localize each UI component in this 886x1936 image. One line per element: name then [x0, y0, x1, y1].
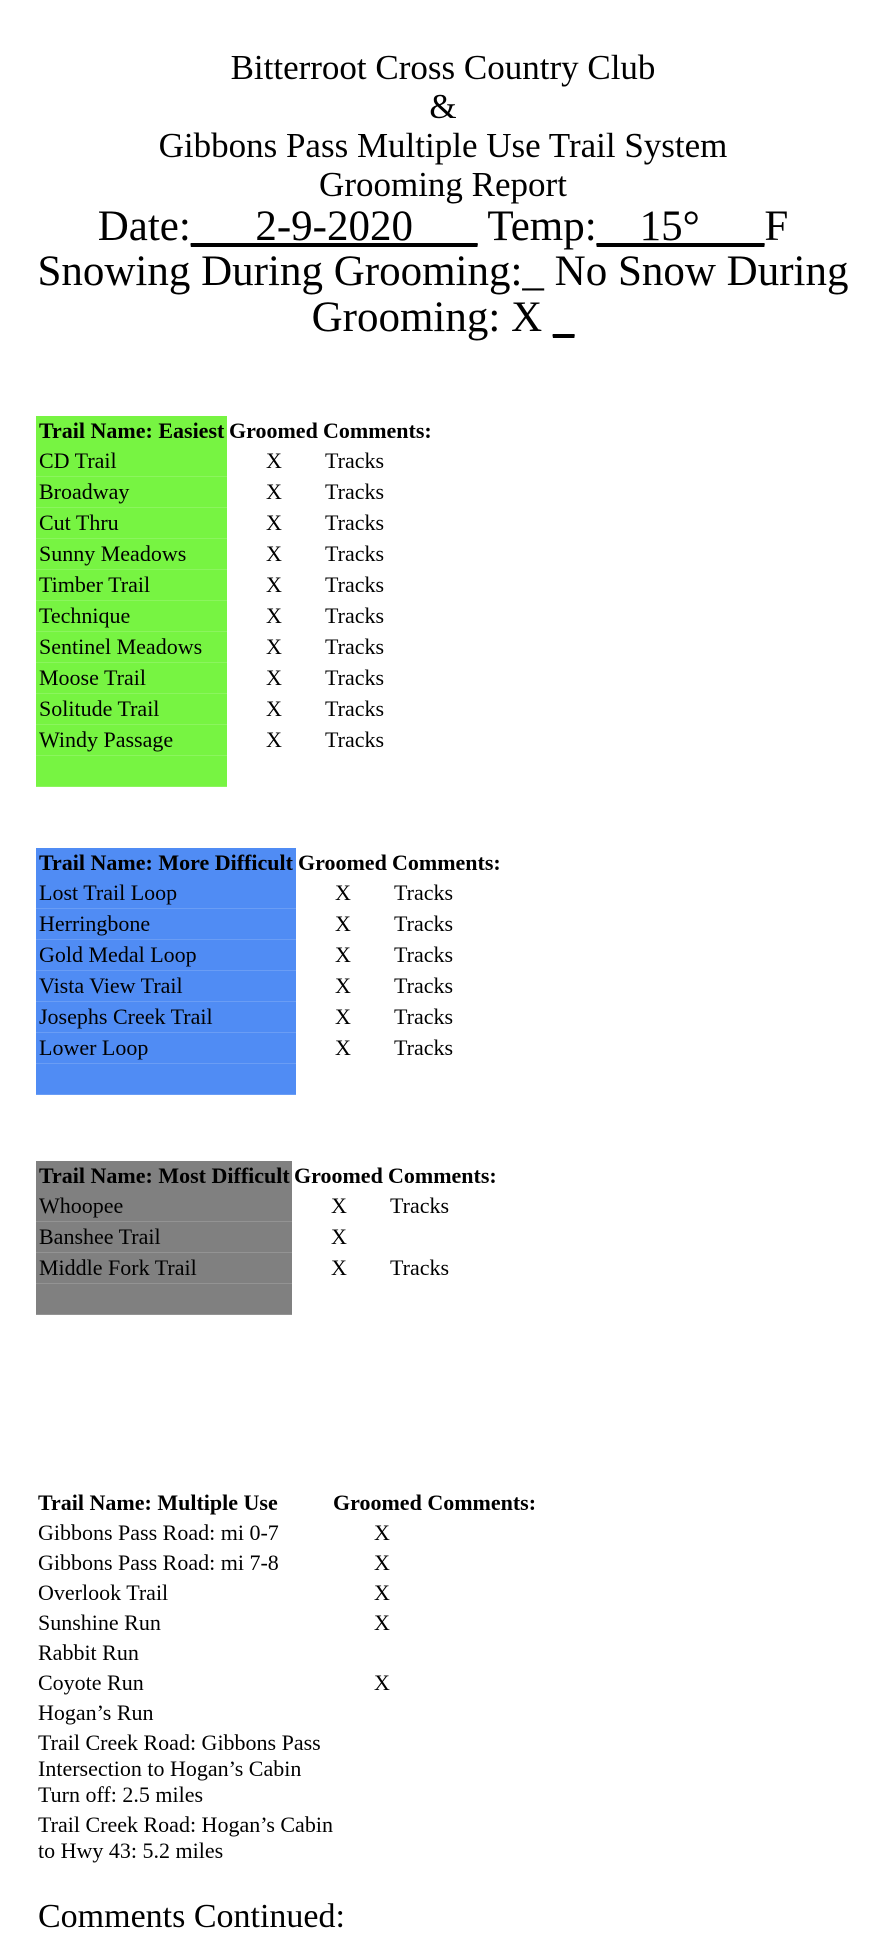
col-groomed: Groomed — [229, 418, 318, 443]
date-value: ___2-9-2020___ — [190, 203, 478, 250]
col-trail-name: Trail Name: Easiest — [36, 416, 227, 446]
trail-name: Josephs Creek Trail — [36, 1002, 296, 1033]
col-trail-name: Trail Name: More Difficult — [36, 848, 296, 878]
table-row — [36, 508, 434, 539]
blank-row — [36, 1284, 499, 1315]
groomed-mark: X — [266, 541, 282, 566]
trail-comment: Tracks — [394, 973, 454, 998]
multiple-use-trails-table — [38, 1490, 536, 1868]
groomed-mark: X — [266, 510, 282, 535]
groomed-mark: X — [374, 1670, 390, 1695]
ampersand: & — [429, 87, 457, 126]
trail-name: Lost Trail Loop — [36, 878, 296, 909]
table-row — [36, 477, 434, 508]
temp-unit: F — [764, 203, 789, 250]
trail-name: Trail Creek Road: Hogan’s Cabin to Hwy 43: 5.2 miles — [38, 1812, 333, 1863]
trail-comment: Tracks — [394, 880, 454, 906]
trail-name: Cut Thru — [36, 508, 227, 539]
table-row — [36, 1191, 499, 1222]
trail-name: Gold Medal Loop — [36, 940, 296, 971]
trail-comment: Tracks — [325, 665, 385, 690]
table-row — [36, 694, 434, 725]
trail-name: Solitude Trail — [36, 694, 227, 725]
more-difficult-trails-table — [36, 848, 503, 1095]
table-row — [36, 601, 434, 632]
more-difficult-table-body — [36, 878, 503, 1095]
blank-cell — [36, 756, 227, 787]
snow-line-2 — [0, 293, 886, 342]
snow-line-2-blank: _ — [552, 294, 575, 341]
blank-cell — [227, 756, 321, 787]
trail-comment: Tracks — [325, 479, 385, 504]
table-header-row — [36, 848, 503, 878]
table-row — [38, 1670, 536, 1696]
table-row — [36, 1033, 503, 1064]
snow-line-1: Snowing During Grooming:_ No Snow During — [37, 248, 849, 295]
date-label: Date: — [97, 203, 191, 250]
groomed-mark: X — [335, 973, 351, 998]
trail-name: Middle Fork Trail — [36, 1253, 292, 1284]
blank-cell — [36, 1064, 296, 1095]
trail-comment: Tracks — [325, 634, 385, 659]
table-row — [36, 1253, 499, 1284]
groomed-mark: X — [266, 727, 282, 752]
temp-value: __15°___ — [596, 203, 765, 250]
col-groomed: Groomed — [298, 850, 387, 875]
trail-name: Timber Trail — [36, 570, 227, 601]
trail-name: Sunny Meadows — [36, 539, 227, 570]
multiple-use-body — [38, 1520, 536, 1864]
trail-name: Trail Creek Road: Gibbons Pass Intersection to Hogan’s Cabin Turn off: 2.5 miles — [38, 1730, 321, 1807]
trail-name: Moose Trail — [36, 663, 227, 694]
groomed-mark: X — [266, 696, 282, 721]
table-row — [36, 570, 434, 601]
groomed-mark: X — [335, 1035, 351, 1060]
comments-continued-heading: Comments Continued: — [38, 1898, 345, 1935]
easiest-trails-table — [36, 416, 434, 787]
table-row — [38, 1550, 536, 1576]
trail-comment: Tracks — [390, 1255, 450, 1280]
groomed-mark: X — [331, 1255, 347, 1280]
groomed-mark: X — [266, 603, 282, 628]
snow-line-2-text: Grooming: X — [311, 294, 553, 341]
most-difficult-table-body — [36, 1191, 499, 1315]
groomed-mark: X — [266, 634, 282, 659]
col-comments: Comments: — [323, 418, 432, 443]
table-row — [38, 1700, 536, 1726]
trail-name: Sunshine Run — [38, 1610, 161, 1635]
table-row — [36, 1002, 503, 1033]
table-header-row — [36, 1161, 499, 1191]
groomed-mark: X — [374, 1520, 390, 1545]
trail-name: Gibbons Pass Road: mi 7-8 — [38, 1550, 279, 1575]
blank-cell — [36, 1284, 292, 1315]
trail-comment: Tracks — [394, 942, 454, 967]
trail-comment: Tracks — [394, 1004, 454, 1029]
trail-comment: Tracks — [325, 572, 385, 597]
trail-name: Windy Passage — [36, 725, 227, 756]
trail-system-name: Gibbons Pass Multiple Use Trail System — [158, 126, 728, 165]
table-row — [36, 878, 503, 909]
col-comments: Comments: — [427, 1490, 537, 1515]
trail-name: Sentinel Meadows — [36, 632, 227, 663]
trail-name: Lower Loop — [36, 1033, 296, 1064]
trail-name: CD Trail — [36, 446, 227, 477]
table-row — [36, 632, 434, 663]
table-row — [36, 971, 503, 1002]
blank-cell — [321, 756, 434, 787]
trail-comment: Tracks — [325, 510, 385, 535]
groomed-mark: X — [266, 448, 282, 474]
groomed-mark: X — [335, 1004, 351, 1029]
groomed-mark: X — [266, 572, 282, 597]
blank-cell — [292, 1284, 386, 1315]
col-groomed: Groomed — [294, 1163, 383, 1188]
table-row — [36, 539, 434, 570]
trail-name: Rabbit Run — [38, 1640, 139, 1665]
col-groomed: Groomed — [333, 1490, 422, 1515]
table-row — [38, 1610, 536, 1636]
table-row — [36, 1222, 499, 1253]
trail-name: Gibbons Pass Road: mi 0-7 — [38, 1520, 279, 1545]
table-header-row — [36, 416, 434, 446]
groomed-mark: X — [331, 1193, 347, 1219]
easiest-table-body — [36, 446, 434, 787]
trail-comment: Tracks — [394, 1035, 454, 1060]
trail-name: Broadway — [36, 477, 227, 508]
groomed-mark: X — [335, 942, 351, 967]
groomed-mark: X — [374, 1580, 390, 1605]
groomed-mark: X — [335, 911, 351, 936]
trail-name: Overlook Trail — [38, 1580, 169, 1605]
trail-comment: Tracks — [390, 1193, 450, 1219]
groomed-mark: X — [266, 479, 282, 504]
date-temp-line — [0, 202, 886, 251]
col-comments: Comments: — [388, 1163, 497, 1188]
groomed-mark: X — [374, 1550, 390, 1575]
table-row — [36, 725, 434, 756]
blank-cell — [386, 1284, 499, 1315]
trail-comment — [386, 1222, 499, 1253]
trail-comment: Tracks — [325, 448, 385, 474]
col-trail-name: Trail Name: Multiple Use — [38, 1490, 278, 1515]
col-comments: Comments: — [392, 850, 501, 875]
table-header-row — [38, 1490, 536, 1516]
trail-name: Technique — [36, 601, 227, 632]
trail-name: Coyote Run — [38, 1670, 144, 1695]
trail-name: Banshee Trail — [36, 1222, 292, 1253]
blank-cell — [296, 1064, 390, 1095]
table-row — [38, 1812, 536, 1864]
trail-comment: Tracks — [325, 603, 385, 628]
report-title: Grooming Report — [319, 165, 567, 204]
table-row — [38, 1580, 536, 1606]
groomed-mark: X — [374, 1610, 390, 1635]
blank-row — [36, 1064, 503, 1095]
col-trail-name: Trail Name: Most Difficult — [36, 1161, 292, 1191]
trail-name: Hogan’s Run — [38, 1700, 154, 1725]
groomed-mark: X — [331, 1224, 347, 1249]
trail-comment: Tracks — [325, 727, 385, 752]
blank-cell — [390, 1064, 503, 1095]
table-row — [36, 446, 434, 477]
most-difficult-trails-table — [36, 1161, 499, 1315]
trail-comment: Tracks — [394, 911, 454, 936]
table-row — [36, 909, 503, 940]
table-row — [38, 1730, 536, 1808]
trail-comment: Tracks — [325, 541, 385, 566]
groomed-mark: X — [266, 665, 282, 690]
temp-label: Temp: — [477, 203, 597, 250]
club-name: Bitterroot Cross Country Club — [230, 48, 656, 87]
table-row — [36, 940, 503, 971]
blank-row — [36, 756, 434, 787]
trail-comment: Tracks — [325, 696, 385, 721]
trail-name: Whoopee — [36, 1191, 292, 1222]
table-row — [38, 1640, 536, 1666]
trail-name: Vista View Trail — [36, 971, 296, 1002]
table-row — [38, 1520, 536, 1546]
groomed-mark: X — [335, 880, 351, 906]
trail-name: Herringbone — [36, 909, 296, 940]
table-row — [36, 663, 434, 694]
